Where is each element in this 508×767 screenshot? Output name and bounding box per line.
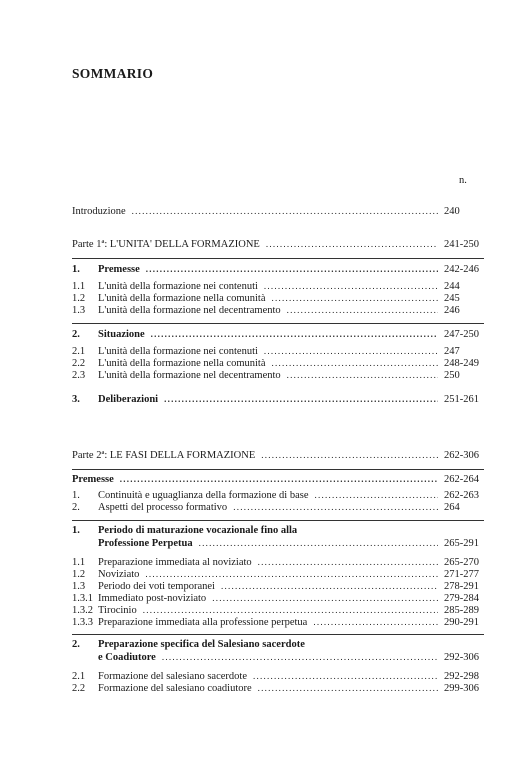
toc-entry-introduzione: Introduzione . . . 240 <box>72 205 484 218</box>
toc-entry: 1.3.3 Preparazione immediata alla professione perpetua . . . 290-291 <box>72 616 484 629</box>
toc-entry: 2.1 Formazione del salesiano sacerdote . . . 292-298 <box>72 670 484 683</box>
toc-section-premesse-2: Premesse . . . 262-264 <box>72 473 484 486</box>
toc-entry: 1.2 L'unità della formazione nella comunità . . . 245 <box>72 292 484 305</box>
toc-section-deliberazioni: 3. Deliberazioni . . . 251-261 <box>72 393 484 406</box>
toc-section-preparazione-specifica: 2. Preparazione specifica del Salesiano sacerdote <box>72 639 305 650</box>
toc-part-2: Parte 2ª: LE FASI DELLA FORMAZIONE . . . 262-306 <box>72 449 484 462</box>
toc-entry: 1.1 Preparazione immediata al noviziato . . . 265-270 <box>72 556 484 569</box>
toc-section-premesse: 1. Premesse . . . 242-246 <box>72 263 484 276</box>
toc-section-periodo-maturazione-cont: Professione Perpetua . . . 265-291 <box>72 537 484 550</box>
toc-entry: 1.3 L'unità della formazione nel decentramento . . . 246 <box>72 304 484 317</box>
section-divider <box>72 634 484 635</box>
toc-section-preparazione-specifica-cont: e Coadiutore . . . 292-306 <box>72 651 484 664</box>
toc-entry: 1. Continuità e uguaglianza della formazione di base . . . 262-263 <box>72 489 484 502</box>
toc-section-situazione: 2. Situazione . . . 247-250 <box>72 328 484 341</box>
page-number-column-header: n. <box>459 175 467 186</box>
section-divider <box>72 323 484 324</box>
section-divider <box>72 520 484 521</box>
toc-entry: 2.2 L'unità della formazione nella comunità . . . 248-249 <box>72 357 484 370</box>
toc-entry: 1.3.2 Tirocinio . . . 285-289 <box>72 604 484 617</box>
toc-entry: 1.1 L'unità della formazione nei contenuti . . . 244 <box>72 280 484 293</box>
toc-section-periodo-maturazione: 1. Periodo di maturazione vocazionale fino alla <box>72 525 298 536</box>
section-divider <box>72 469 484 470</box>
toc-entry: 2.1 L'unità della formazione nei contenuti . . . 247 <box>72 345 484 358</box>
toc-entry: 1.3 Periodo dei voti temporanei . . . 278-291 <box>72 580 484 593</box>
toc-part-1: Parte 1ª: L'UNITA' DELLA FORMAZIONE . . . 241-250 <box>72 238 484 251</box>
toc-entry: 1.3.1 Immediato post-noviziato . . . 279-284 <box>72 592 484 605</box>
toc-entry: 2. Aspetti del processo formativo . . . 264 <box>72 501 484 514</box>
toc-entry: 2.2 Formazione del salesiano coadiutore . . . 299-306 <box>72 682 484 695</box>
page-title: SOMMARIO <box>72 66 154 81</box>
section-divider <box>72 258 484 259</box>
toc-entry: 1.2 Noviziato . . . 271-277 <box>72 568 484 581</box>
toc-entry: 2.3 L'unità della formazione nel decentramento . . . 250 <box>72 369 484 382</box>
